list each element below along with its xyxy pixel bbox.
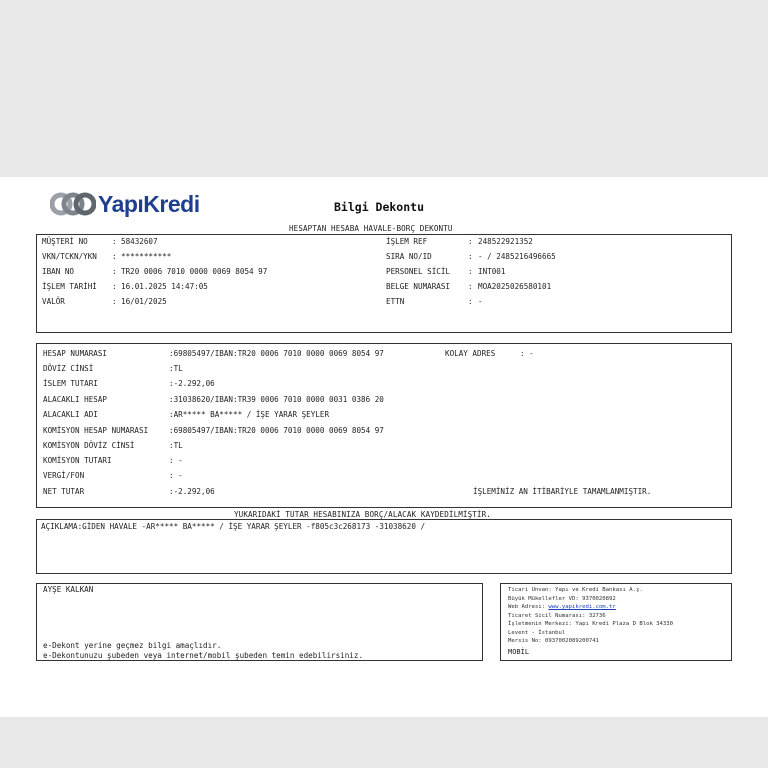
description-text: AÇIKLAMA:GİDEN HAVALE -AR***** BA***** / İŞE YARAR ŞEYLER -f805c3c268173 -31038620 / (41, 522, 426, 531)
bank-registry: Ticaret Sicil Numarası: 32736 (508, 612, 606, 619)
musteri-no-label: MÜŞTERİ NO (42, 237, 88, 246)
channel-label: MOBİL (508, 648, 530, 656)
detail-value: :69805497/IBAN:TR20 0006 7010 0000 0069 8054 97 (169, 426, 384, 435)
yapikredi-logo (50, 190, 200, 218)
islem-tarihi-value: 16.01.2025 14:47:05 (121, 282, 208, 291)
detail-label: NET TUTAR (43, 487, 85, 496)
customer-info-box (36, 234, 732, 333)
web-label: Web Adresi: (508, 604, 549, 610)
description-box (36, 519, 732, 574)
detail-label: KOMİSYON TUTARI (43, 456, 112, 465)
completion-note: İŞLEMİNİZ AN İTİBARİYLE TAMAMLANMIŞTIR. (473, 487, 652, 496)
sira-no-sep: : (468, 252, 473, 261)
kolay-adres-value: : - (520, 349, 534, 358)
detail-label: ALACAKLI ADI (43, 410, 98, 419)
vkn-label: VKN/TCKN/YKN (42, 252, 97, 261)
iban-value: TR20 0006 7010 0000 0069 8054 97 (121, 267, 268, 276)
web-link[interactable]: www.yapikredi.com.tr (548, 604, 616, 610)
yapikredi-logo-icon (50, 192, 96, 216)
bank-hq-line-2: Levent - İstanbul (508, 629, 566, 636)
islem-ref-value: 248522921352 (478, 237, 533, 246)
detail-label: HESAP NUMARASI (43, 349, 108, 358)
logo-text: YapıKredi (98, 190, 200, 217)
document-subtitle: HESAPTAN HESABA HAVALE-BORÇ DEKONTU (289, 224, 453, 233)
detail-value: :AR***** BA***** / İŞE YARAR ŞEYLER (169, 410, 330, 419)
bank-info-box (500, 583, 732, 661)
receipt-sheet (0, 177, 768, 717)
iban-label: IBAN NO (42, 267, 75, 276)
detail-value: :-2.292,06 (169, 487, 215, 496)
musteri-no-sep: : (112, 237, 117, 246)
detail-label: VERGİ/FON (43, 471, 85, 480)
ettn-value: - (478, 297, 483, 306)
islem-tarihi-label: İŞLEM TARİHİ (42, 282, 97, 291)
document-title: Bilgi Dekontu (334, 200, 425, 214)
personel-sicil-sep: : (468, 267, 473, 276)
sira-no-label: SIRA NO/ID (386, 252, 432, 261)
valor-sep: : (112, 297, 117, 306)
detail-value: :-2.292,06 (169, 379, 215, 388)
kolay-adres-label: KOLAY ADRES (445, 349, 496, 358)
valor-value: 16/01/2025 (121, 297, 167, 306)
detail-value: :TL (169, 441, 183, 450)
detail-value: : - (169, 471, 183, 480)
vkn-value: *********** (121, 252, 172, 261)
sira-no-value: - / 2485216496665 (478, 252, 556, 261)
islem-ref-sep: : (468, 237, 473, 246)
disclaimer-line-1: e-Dekont yerine geçmez bilgi amaçlıdır. (43, 641, 222, 650)
detail-value: : - (169, 456, 183, 465)
account-holder-name: AYŞE KALKAN (43, 585, 94, 594)
debit-notice: YUKARIDAKİ TUTAR HESABINIZA BORÇ/ALACAK KAYDEDİLMİŞTİR. (234, 510, 491, 519)
valor-label: VALÖR (42, 297, 65, 306)
detail-value: :31038620/IBAN:TR39 0006 7010 0000 0031 0386 20 (169, 395, 384, 404)
ettn-sep: : (468, 297, 473, 306)
belge-no-value: MOA2025026580101 (478, 282, 552, 291)
detail-label: ALACAKLI HESAP (43, 395, 108, 404)
footer-left-box (36, 583, 483, 661)
bank-tax-office: Büyük Mükellefler VD: 9370020892 (508, 595, 616, 602)
iban-sep: : (112, 267, 117, 276)
vkn-sep: : (112, 252, 117, 261)
detail-value: :TL (169, 364, 183, 373)
disclaimer-line-2: e-Dekontunuzu şubeden veya internet/mobil şubeden temin edebilirsiniz. (43, 651, 364, 660)
bank-hq-line-1: İşletmenin Merkezi: Yapı Kredi Plaza D Blok 34330 (508, 621, 674, 627)
detail-value: :69805497/IBAN:TR20 0006 7010 0000 0069 8054 97 (169, 349, 384, 358)
islem-ref-label: İŞLEM REF (386, 237, 428, 246)
belge-no-sep: : (468, 282, 473, 291)
musteri-no-value: 58432607 (121, 237, 158, 246)
bank-trade-name: Ticari Unvan: Yapı ve Kredi Bankası A.ş. (508, 587, 643, 593)
islem-tarihi-sep: : (112, 282, 117, 291)
belge-no-label: BELGE NUMARASI (386, 282, 451, 291)
bank-web-address (508, 603, 616, 612)
transaction-detail-box (36, 343, 732, 508)
personel-sicil-label: PERSONEL SİCİL (386, 267, 451, 276)
detail-label: KOMİSYON HESAP NUMARASI (43, 426, 149, 435)
detail-label: DÖVİZ CİNSİ (43, 364, 94, 373)
detail-label: KOMİSYON DÖVİZ CİNSİ (43, 441, 135, 450)
detail-label: İSLEM TUTARI (43, 379, 98, 388)
personel-sicil-value: INT001 (478, 267, 506, 276)
bank-mersis: Mersis No: 0937002089200741 (508, 638, 599, 644)
ettn-label: ETTN (386, 297, 405, 306)
